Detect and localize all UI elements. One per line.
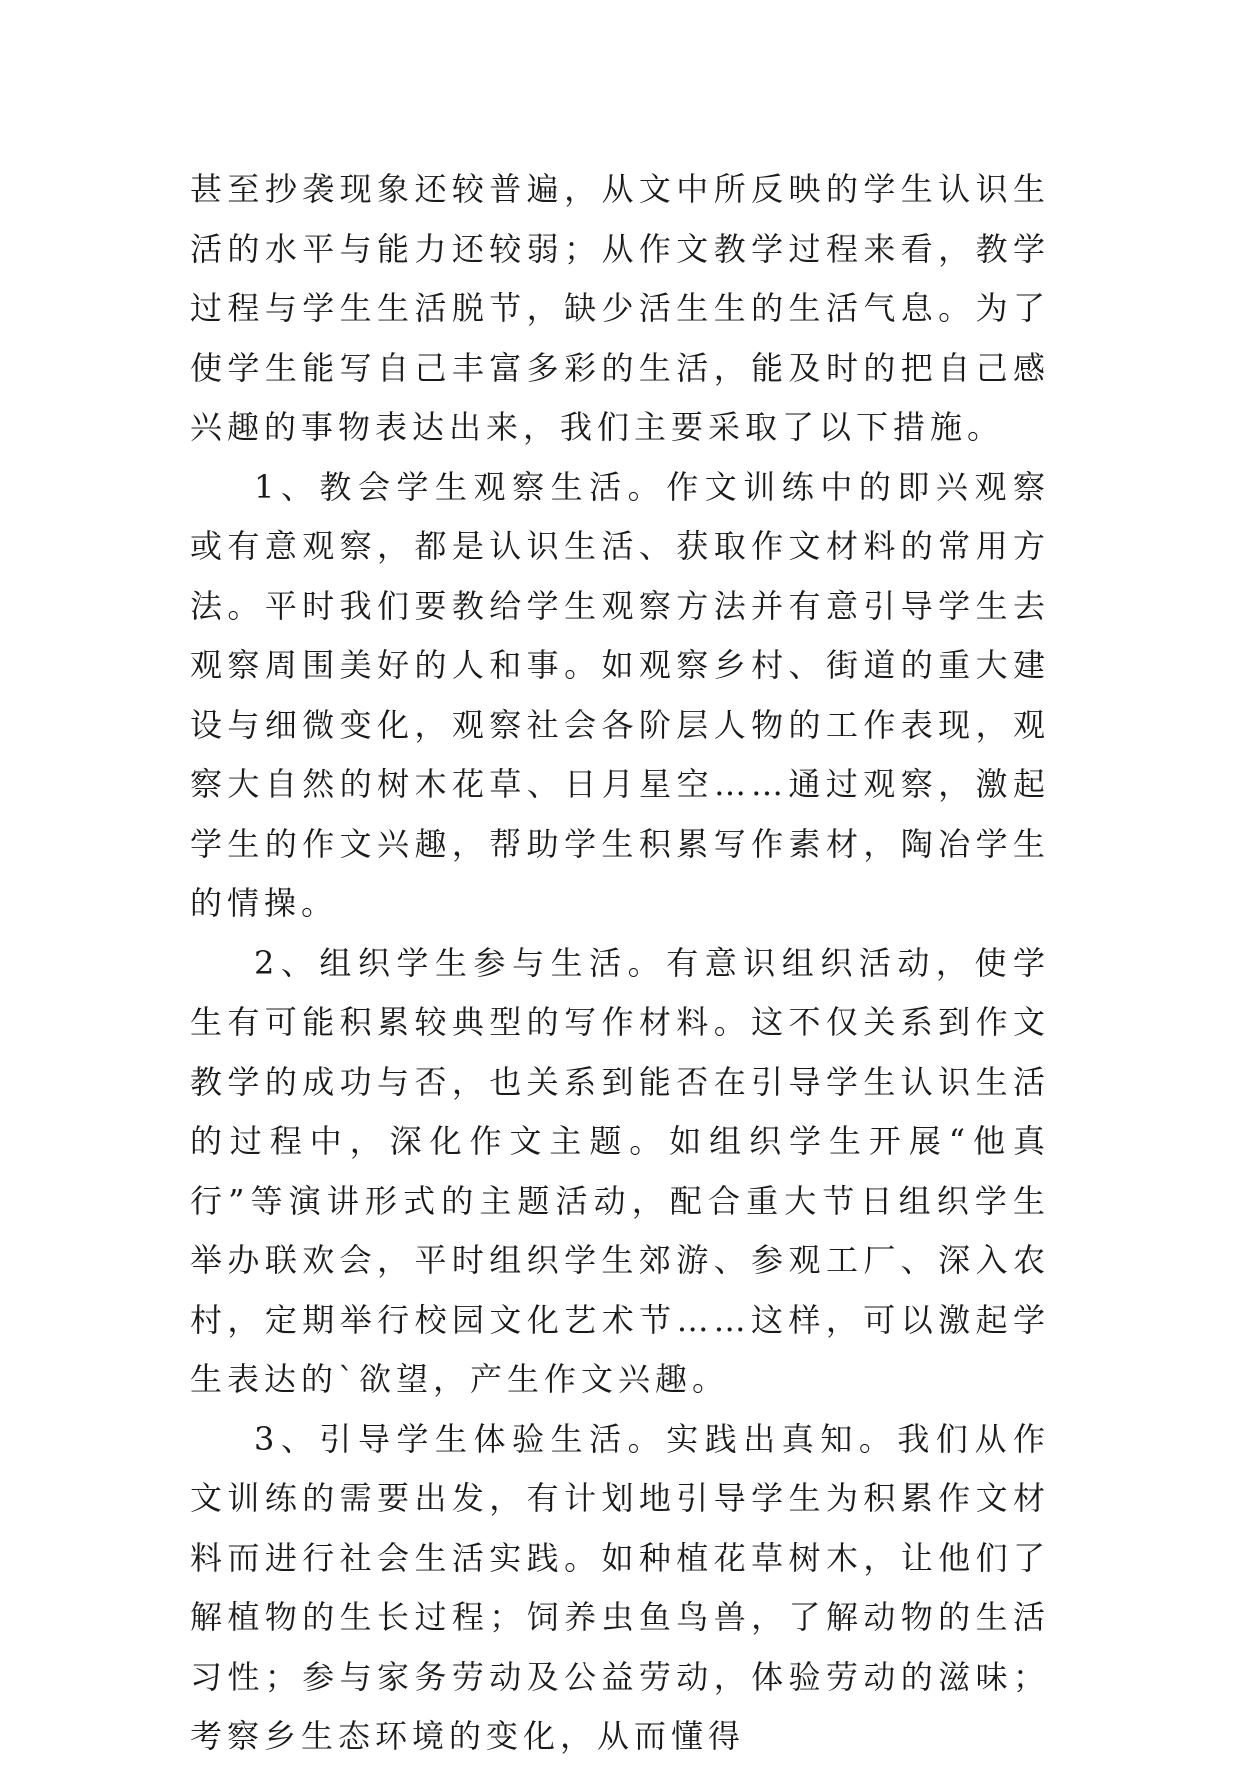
paragraph-participate-life: 2、组织学生参与生活。有意识组织活动，使学生有可能积累较典型的写作材料。这不仅关系到作文教学的成功与否，也关系到能否在引导学生认识生活的过程中，深化作文主题。如组织学生开展“他真行”等演讲形式的主题活动，配合重大节日组织学生举办联欢会，平时组织学生郊游、参观工厂、深入农村，定期举行校园文化艺术节……这样，可以激起学生表达的`欲望，产生作文兴趣。 [190,943,1050,1398]
document-body [190,160,1050,1767]
paragraph-experience-life: 3、引导学生体验生活。实践出真知。我们从作文训练的需要出发，有计划地引导学生为积累作文材料而进行社会生活实践。如种植花草树木，让他们了解植物的生长过程；饲养虫鱼鸟兽，了解动物的生活习性；参与家务劳动及公益劳动，体验劳动的滋味；考察乡生态环境的变化，从而懂得 [190,1419,1050,1755]
paragraph-observe-life: 1、教会学生观察生活。作文训练中的即兴观察或有意观察，都是认识生活、获取作文材料的常用方法。平时我们要教给学生观察方法并有意引导学生去观察周围美好的人和事。如观察乡村、街道的重大建设与细微变化，观察社会各阶层人物的工作表现，观察大自然的树木花草、日月星空……通过观察，激起学生的作文兴趣，帮助学生积累写作素材，陶冶学生的情操。 [190,467,1050,922]
paragraph-continuation: 甚至抄袭现象还较普遍，从文中所反映的学生认识生活的水平与能力还较弱；从作文教学过程来看，教学过程与学生生活脱节，缺少活生生的生活气息。为了使学生能写自己丰富多彩的生活，能及时的把自己感兴趣的事物表达出来，我们主要采取了以下措施。 [190,170,1050,446]
